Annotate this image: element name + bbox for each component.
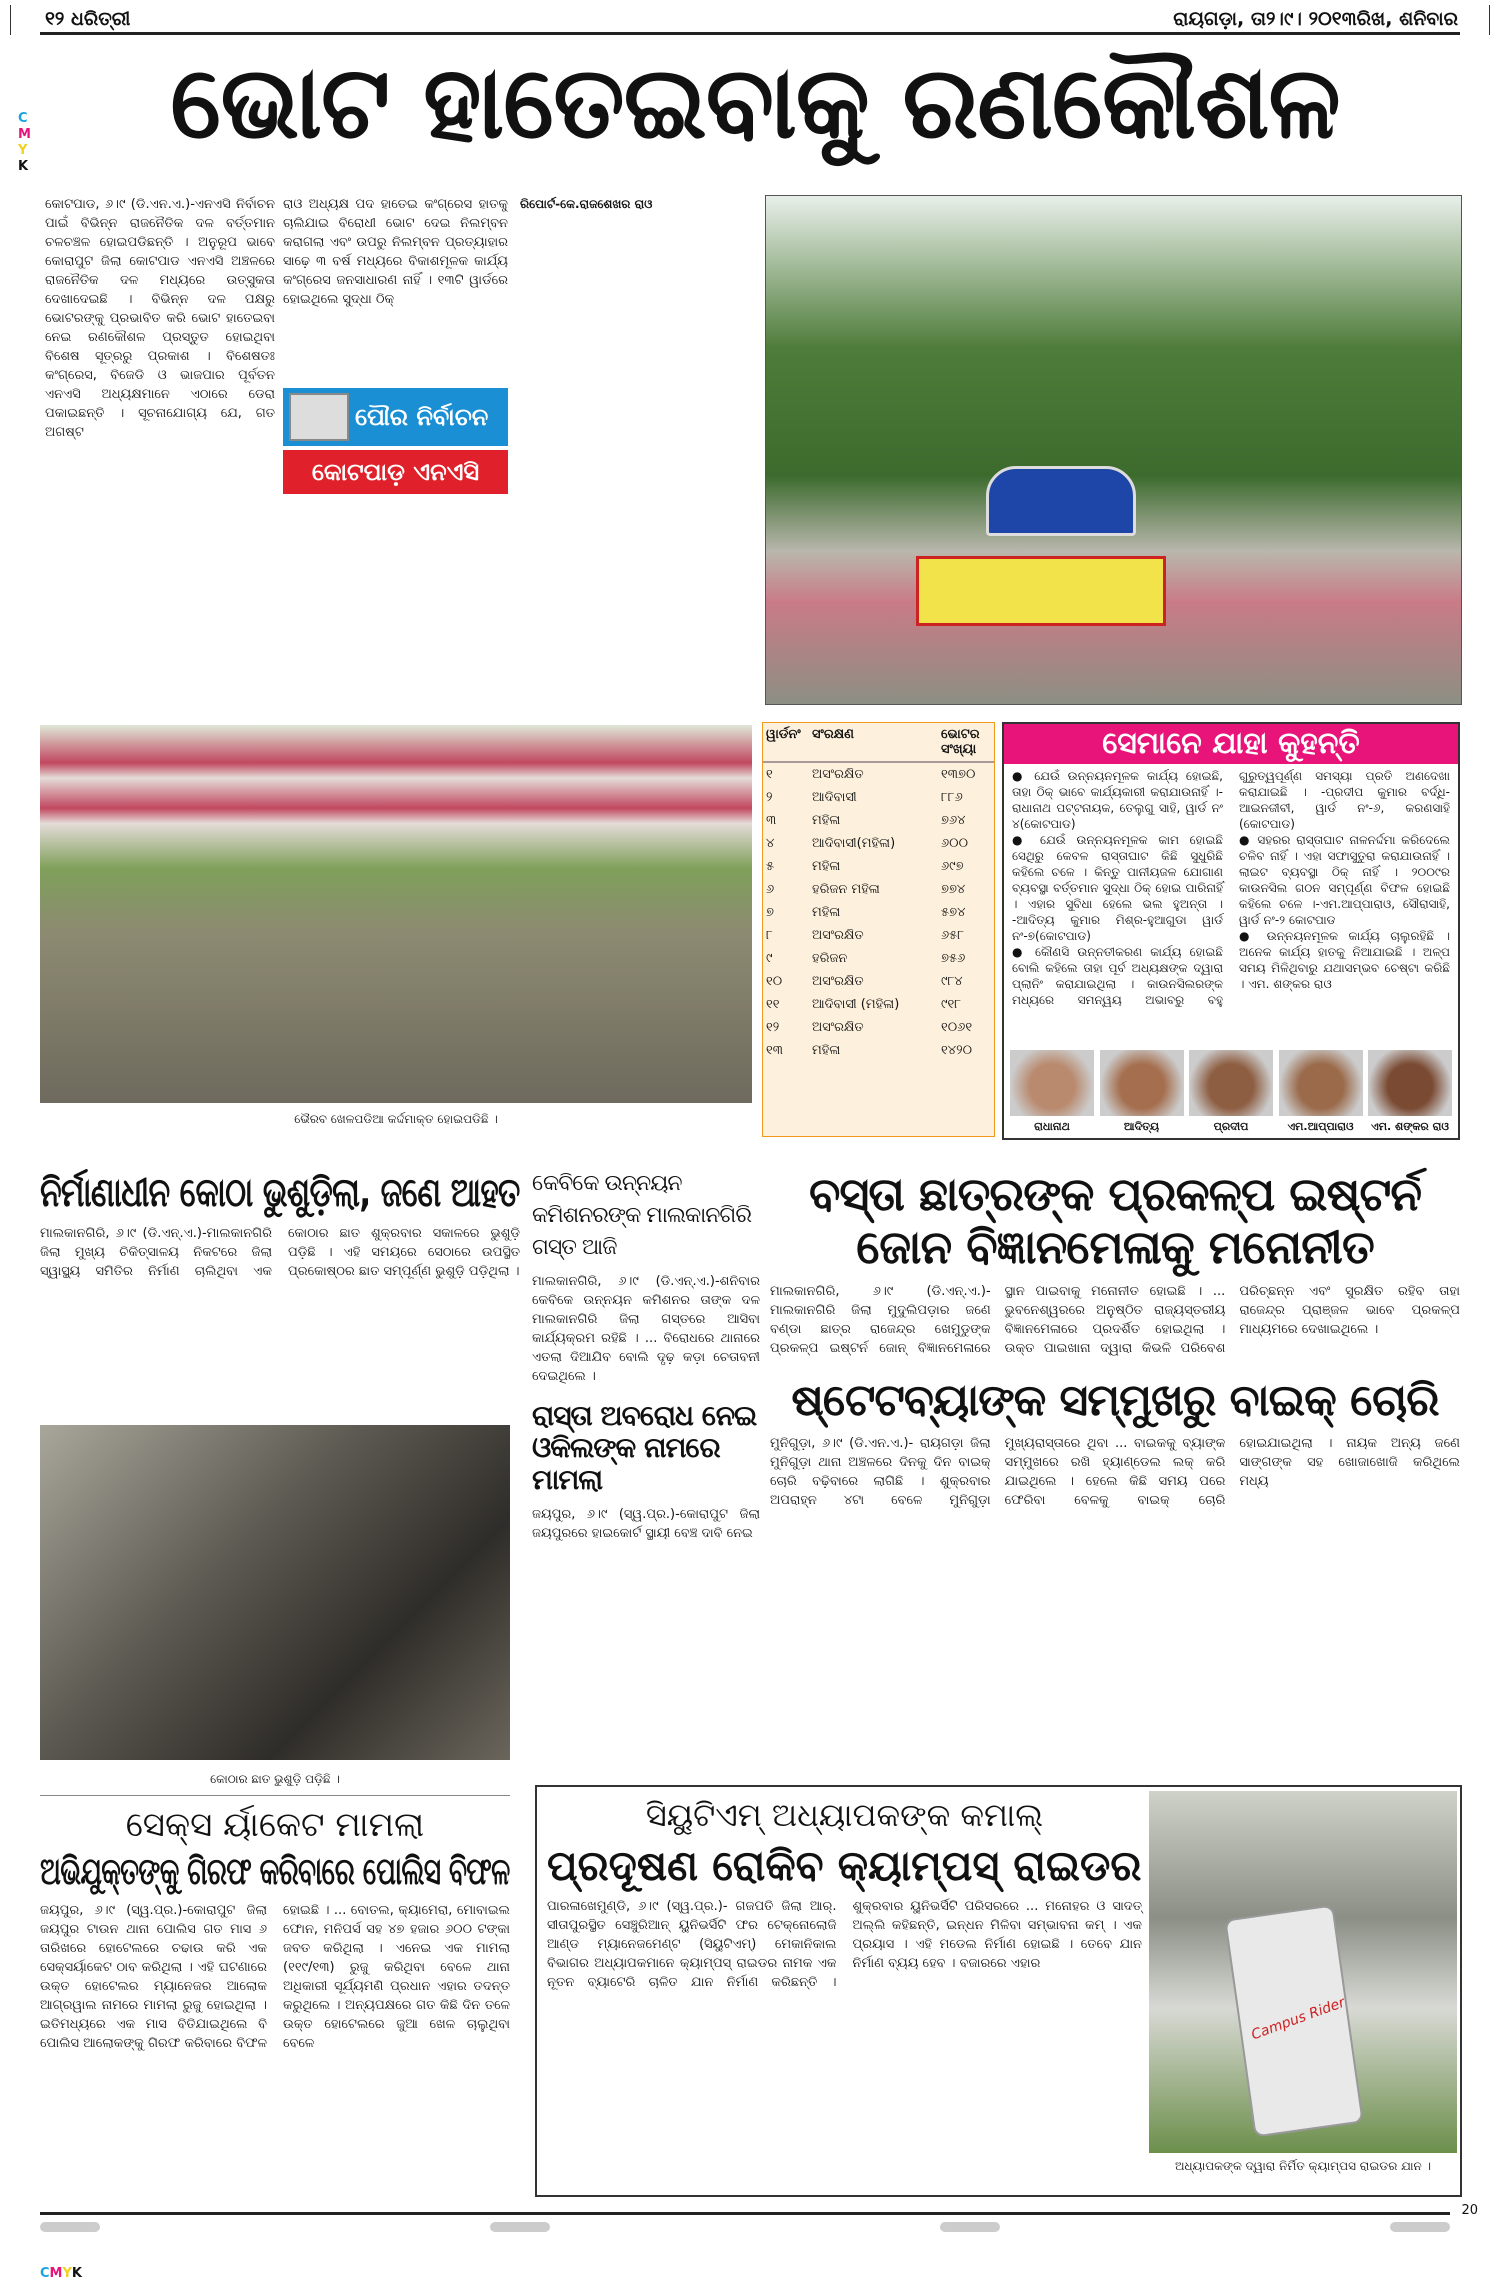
cutm-box (535, 1785, 1462, 2197)
badge-title: ପୌର ନିର୍ବାଚନ (355, 403, 489, 431)
voter-count: ୧୦୬୧ (941, 1020, 973, 1035)
collapse-caption: କୋଠାର ଛାତ ଭୁଶୁଡ଼ି ପଡ଼ିଛି । (210, 1772, 340, 1786)
reservation: ଆଦିବାସୀ (812, 790, 857, 805)
kbk-body: ମାଲକାନଗିରି, ୬।୯ (ଡି.ଏନ୍.ଏ.)-ଶନିବାର କେବିକେ ଉନ୍ନୟନ କମିଶନର ତାଙ୍କ ଦଳ ମାଲକାନଗିରି ଜିଲା ଗସ୍ତରେ ଆସିବା କାର୍ଯ୍ୟକ୍ରମ ରହିଛି । ... ବିରୋଧରେ ଥାନାରେ ଏତଲା ଦିଆଯିବ ବୋଲି ଦୃଢ଼ କଡ଼ା ଚେତାବନୀ ଦେଇଥିଲେ । (532, 1274, 760, 1384)
portrait (1279, 1050, 1363, 1134)
portrait-row (1004, 1048, 1458, 1138)
col-ward: ୱାର୍ଡନଂ (763, 723, 809, 762)
cutm-kicker (547, 1795, 1142, 1835)
cmyk-m: M (49, 2266, 63, 2281)
ward-number: ୮ (766, 928, 773, 943)
lead-headline (40, 45, 1470, 160)
portrait-photo (1279, 1050, 1363, 1116)
cmyk-marks-bottom (40, 2262, 82, 2281)
bike-body: ମୁନିଗୁଡ଼ା, ୬।୯ (ଡି.ଏନ.ଏ.)- ରାୟଗଡ଼ା ଜିଲା ମୁନିଗୁଡ଼ା ଥାନା ଅଞ୍ଚଳରେ ଦିନକୁ ଦିନ ବାଇକ୍ ଚୋରି ବଢ଼ିବାରେ ଲାଗିଛି । ଶୁକ୍ରବାର ଅପରାହ୍ନ ୪ଟା ବେଳେ ମୁନିଗୁଡ଼ା ମୁଖ୍ୟରାସ୍ତାରେ ଥିବା ... ବାଇକକୁ ବ୍ୟାଙ୍କ ସମ୍ମୁଖରେ ରଖି ହ୍ୟାଣ୍ଡେଲ ଲକ୍ କରି ଯାଇଥିଲେ । ହେଲେ କିଛି ସମୟ ପରେ ଫେରିବା ବେଳକୁ ବାଇକ୍ ଚୋରି ହୋଇଯାଇଥିଲା । ନାୟକ ଅନ୍ୟ ଜଣେ ସାଙ୍ଗଙ୍କ ସହ ଖୋଜାଖୋଜି କରିଥିଲେ ମଧ୍ୟ (770, 1436, 1460, 1509)
nac-office-photo (765, 195, 1462, 705)
portrait-name: ରାଧାନାଥ (1034, 1120, 1070, 1133)
ward-row (763, 786, 994, 809)
ward-row (763, 901, 994, 924)
color-bar (490, 2222, 550, 2232)
ward-row (763, 970, 994, 993)
campus-rider-photo (1149, 1791, 1457, 2153)
portrait (1368, 1050, 1452, 1134)
ward-row (763, 809, 994, 832)
ward-number: ୪ (766, 836, 775, 851)
quote-item: ● ସହରର ରାସ୍ତାଘାଟ ନାଳନର୍ଦ୍ଦମା କରିଦେଲେ ଚଳିବ ନାହିଁ । ଏହା ସଫାସୁତୁରା କରାଯାଉନାହିଁ । ଲାଇଟ ବ୍ୟବସ୍ଥା ଠିକ୍ ନାହିଁ । ୨୦୦୯ର କାଉନସିଲ ଗଠନ ସମ୍ପୂର୍ଣ୍ଣ ବିଫଳ ହୋଇଛି କହିଲେ ଚଳେ ।-ଏମ.ଆପ୍ପାରାଓ, ସୌରାସାହି, ୱାର୍ଡ ନଂ-୨ କୋଟପାଡ (1239, 833, 1450, 927)
voter-count: ୬୦୦ (941, 836, 968, 851)
banner (916, 556, 1166, 626)
cmyk-y: Y (18, 143, 28, 158)
portrait-photo (1010, 1050, 1094, 1116)
ward-number: ୭ (766, 905, 774, 920)
racket-headline-text: ଅଭିଯୁକ୍ତଙ୍କୁ ଗିରଫ କରିବାରେ ପୋଲିସ ବିଫଳ (40, 1848, 510, 1893)
color-bar (1390, 2222, 1450, 2232)
cmyk-k: K (18, 159, 29, 174)
footer-rule (40, 2212, 1450, 2215)
ward-number: ୧୨ (766, 1020, 780, 1035)
ward-number: ୧୧ (766, 997, 780, 1012)
cutm-article (547, 1795, 1142, 1992)
portrait-photo (1100, 1050, 1184, 1116)
ward-row (763, 947, 994, 970)
racket-kicker-text: ସେକ୍ସ ର୍ୟାକେଟ ମାମଲା (125, 1805, 425, 1845)
ward-row (763, 855, 994, 878)
quotes-title-text: ସେମାନେ ଯାହା କୁହନ୍ତି (1102, 726, 1360, 761)
voter-count: ୧୩୭୦ (941, 767, 976, 782)
cutm-caption: ଅଧ୍ୟାପକଙ୍କ ଦ୍ୱାରା ନିର୍ମିତ କ୍ୟାମ୍ପସ ରାଇଡର ଯାନ । (1174, 2159, 1432, 2173)
racket-headline (40, 1850, 510, 1894)
nac-sign (986, 466, 1136, 536)
voter-count: ୬୯୭ (941, 859, 964, 874)
reservation: ଅସଂରକ୍ଷିତ (812, 1020, 864, 1035)
lead-body-col2: ରାଓ ଅଧ୍ୟକ୍ଷ ପଦ ହାତେଇ କଂଗ୍ରେସ ହାତକୁ ଚାଲିଯାଇ ବିରୋଧୀ ଭୋଟ ଦେଇ ନିଲମ୍ବନ କରାଗଲା ଏବଂ ଉପରୁ ନିଲମ୍ବନ ପ୍ରତ୍ୟାହାର ସାଢ଼େ ୩ ବର୍ଷ ମଧ୍ୟରେ ବିକାଶମୂଳକ କାର୍ଯ୍ୟ କଂଗ୍ରେସ ଜନସାଧାରଣ ନାହିଁ । ୧୩ଟି ୱାର୍ଡରେ ହୋଇଥିଲେ ସୁଦ୍ଧା ଠିକ୍ (283, 197, 508, 307)
racket-body: ଜୟପୁର, ୬।୯ (ସ୍ୱ.ପ୍ର.)-କୋରାପୁଟ ଜିଲା ଜୟପୁର ଟାଉନ ଥାନା ପୋଲିସ ଗତ ମାସ ୬ ତାରିଖରେ ହୋଟେଲରେ ଚଢାଉ କରି ଏକ ସେକ୍ସର୍ୟାକେଟ ଠାବ କରିଥିଲା । ଏହି ଘଟଣାରେ ଉକ୍ତ ହୋଟେଲର ମ୍ୟାନେଜର ଆଲୋକ ଆଗ୍ରୱାଲ ନାମରେ ମାମଲା ରୁଜୁ ହୋଇଥିଲା । ଇତିମଧ୍ୟରେ ଏକ ମାସ ବିତିଯାଇଥିଲେ ବି ପୋଲିସ ଆଲୋକଙ୍କୁ ଗିରଫ କରିବାରେ ବିଫଳ ହୋଇଛି । ... ବୋତଲ, କ୍ୟାମେରା, ମୋବାଇଲ ଫୋନ, ମନିପର୍ସ ସହ ୪୭ ହଜାର ୬୦୦ ଟଙ୍କା ଜବତ କରିଥିଲା । ଏନେଇ ଏକ ମାମଲା (୧୧୯/୧୩) ରୁଜୁ କରିଥିବା ବେଳେ ଥାନା ଅଧିକାରୀ ସୂର୍ଯ୍ୟମଣି ପ୍ରଧାନ ଏହାର ତଦନ୍ତ କରୁଥିଲେ । ଅନ୍ୟପକ୍ଷରେ ଗତ କିଛି ଦିନ ତଳେ ଉକ୍ତ ହୋଟେଲରେ ଜୁଆ ଖେଳ ଚାଲୁଥିବା ବେଳେ (40, 1903, 510, 2052)
reservation: ମହିଳା (812, 859, 841, 874)
reservation: ଅସଂରକ୍ଷିତ (812, 974, 864, 989)
lead-byline (520, 195, 755, 214)
stadium-photo (40, 725, 752, 1103)
cmyk-c: C (18, 111, 28, 126)
stadium-caption: ଭୈରବ ଖେଳପଡିଆ କର୍ଦ୍ଦମାକ୍ତ ହୋଇପଡିଛି । (294, 1112, 498, 1126)
header-rule (40, 32, 1460, 35)
voter-count: ୭୫୬ (941, 951, 966, 966)
cmyk-y: Y (62, 2266, 72, 2281)
collapse-headline-text: ନିର୍ମାଣାଧୀନ କୋଠା ଭୁଶୁଡ଼ିଲା, ଜଣେ ଆହତ (40, 1170, 520, 1216)
col-voters: ଭୋଟର ସଂଖ୍ୟା (938, 723, 994, 762)
voter-count: ୭୭୪ (941, 882, 966, 897)
color-bar (940, 2222, 1000, 2232)
evm-icon (289, 393, 349, 441)
bike-headline (770, 1376, 1460, 1427)
page-label: ୧୨ ଧରିତ୍ରୀ (45, 8, 131, 30)
reservation: ଆଦିବାସୀ (ମହିଳା) (812, 997, 900, 1012)
reservation: ମହିଳା (812, 1043, 841, 1058)
lead-headline-text: ଭୋଟ ହାତେଇବାକୁ ରଣକୌଶଳ (170, 44, 1340, 161)
cutm-kicker-text: ସିୟୁଟିଏମ୍ ଅଧ୍ୟାପକଙ୍କ କମାଲ୍ (645, 1796, 1044, 1834)
ward-number: ୩ (766, 813, 777, 828)
portrait (1010, 1050, 1094, 1134)
portrait-name: ଏମ. ଶଙ୍କର ରାଓ (1371, 1120, 1449, 1133)
ward-number: ୧୩ (766, 1043, 783, 1058)
reservation: ମହିଳା (812, 813, 841, 828)
divider (40, 1795, 510, 1796)
portrait-name: ଆଦିତ୍ୟ (1123, 1120, 1160, 1133)
portrait-photo (1189, 1050, 1273, 1116)
voter-count: ୮୮୬ (941, 790, 963, 805)
ward-row (763, 924, 994, 947)
reservation: ଅସଂରକ୍ଷିତ (812, 767, 864, 782)
election-badge (283, 388, 508, 496)
dateline: ରାୟଗଡ଼ା, ତା୨।୯। ୨୦୧୩ରିଖ, ଶନିବାର (1173, 8, 1458, 30)
reservation: ଆଦିବାସୀ(ମହିଳା) (812, 836, 896, 851)
cutm-headline-text: ପ୍ରଦୂଷଣ ରୋକିବ କ୍ୟାମ୍ପସ୍ ରାଇଡର (547, 1841, 1142, 1890)
ward-row (763, 762, 994, 786)
cmyk-k: K (71, 2266, 82, 2281)
bike-headline-text: ଷ୍ଟେଟବ୍ୟାଙ୍କ ସମ୍ମୁଖରୁ ବାଇକ୍ ଚୋରି (791, 1374, 1439, 1426)
col-reservation: ସଂରକ୍ଷଣ (809, 723, 938, 762)
crop-mark (10, 5, 11, 35)
voter-count: ୫୭୪ (941, 905, 966, 920)
cmyk-m: M (18, 127, 31, 142)
quote-item: ● ଉନ୍ନୟନମୂଳକ କାର୍ଯ୍ୟ ଚାଲୁରହିଛି । ଅନେକ କାର୍ଯ୍ୟ ହାତକୁ ନିଆଯାଇଛି । ଅଳ୍ପ ସମୟ ମିଳିଥିବାରୁ ଯଥାସମ୍ଭବ ଚେଷ୍ଟା କରିଛି । ଏମ. ଶଙ୍କର ରାଓ (1239, 929, 1450, 991)
ward-table (762, 722, 995, 1137)
badge-subtitle (283, 450, 508, 494)
voter-count: ୯୮୪ (941, 974, 963, 989)
reservation: ମହିଳା (812, 905, 841, 920)
ward-row (763, 1039, 994, 1062)
reservation: ହରିଜନ (812, 951, 848, 966)
portrait-photo (1368, 1050, 1452, 1116)
ward-number: ୬ (766, 882, 775, 897)
portrait-name: ପ୍ରଦୀପ (1213, 1120, 1249, 1133)
ward-number: ୫ (766, 859, 775, 874)
color-bar (40, 2222, 100, 2232)
byline: ରିପୋର୍ଟ-କେ.ରାଜଶେଖର ରାଓ (520, 197, 653, 211)
quotes-box (1002, 722, 1460, 1140)
quotes-body (1004, 764, 1458, 1048)
road-block-headline: ରାସ୍ତା ଅବରୋଧ ନେଇ ଓକିଲଙ୍କ ନାମରେ ମାମଲା (532, 1399, 757, 1497)
cmyk-c: C (40, 2266, 50, 2281)
road-block-body: ଜୟପୁର, ୬।୯ (ସ୍ୱ.ପ୍ର.)-କୋରାପୁଟ ଜିଲା ଜୟପୁରରେ ହାଇକୋର୍ଟ ସ୍ଥାୟୀ ବେଞ୍ଚ ଦାବି ନେଇ (532, 1506, 760, 1541)
ward-row (763, 1016, 994, 1039)
cmyk-marks-top (18, 110, 32, 174)
collapse-body: ମାଲକାନଗିରି, ୬।୯ (ଡି.ଏନ୍.ଏ.)-ମାଲକାନଗିରି ଜିଲା ମୁଖ୍ୟ ଚିକିତ୍ସାଳୟ ନିକଟରେ ଜିଲା ସ୍ୱାସ୍ଥ୍ୟ ସମିତିର ନିର୍ମାଣ ଚାଲିଥିବା ଏକ କୋଠାର ଛାତ ଶୁକ୍ରବାର ସକାଳରେ ଭୁଶୁଡ଼ି ପଡ଼ିଛି । ଏହି ସମୟରେ ସେଠାରେ ଉପସ୍ଥିତ ପ୍ରକୋଷ୍ଠର ଛାତ ସମ୍ପୂର୍ଣ୍ଣ ଭୁଶୁଡ଼ି ପଡ଼ିଥିଲା । (40, 1226, 520, 1279)
kbk-headline: କେବିକେ ଉନ୍ନୟନ କମିଶନରଙ୍କ ମାଲକାନଗିରି ଗସ୍ତ ଆଜି (532, 1171, 751, 1260)
quote-item: ● କୌଣସି ଉନ୍ନତୀକରଣ କାର୍ଯ୍ୟ ହୋଇଛି ବୋଲି କହିଲେ ତାହା ପୂର୍ବ ଅଧ୍ୟକ୍ଷଙ୍କ ଦ୍ୱାରା ପ୍ଲାନିଂ କରାଯାଇଥିଲା । କାଉନସିଲରଙ୍କ ମଧ୍ୟରେ ସମନ୍ୱୟ ଅଭାବରୁ ବହୁ ଗୁରୁତ୍ୱପୂର୍ଣ୍ଣ ସମସ୍ୟା ପ୍ରତି ଅଣଦେଖା କରାଯାଇଛି । -ପ୍ରଦୀପ କୁମାର ବର୍ଦ୍ଧି-ଆଇନଜୀବୀ, ୱାର୍ଡ ନଂ-୬, କରଣସାହି (କୋଟପାଡ) (1012, 769, 1450, 1007)
voter-count: ୧୪୨୦ (941, 1043, 972, 1058)
ward-row (763, 832, 994, 855)
portrait (1189, 1050, 1273, 1134)
collapse-photo (40, 1425, 510, 1760)
voter-count: ୯୧୮ (941, 997, 962, 1012)
ward-number: ୧ (766, 767, 773, 782)
science-headline: ବସ୍ତା ଛାତ୍ରଙ୍କ ପ୍ରକଳ୍ପ ଇଷ୍ଟର୍ନ ଜୋନ ବିଜ୍ଞାନମେଳାକୁ ମନୋନୀତ (808, 1167, 1422, 1274)
ward-row (763, 993, 994, 1016)
quote-item: ● ଯେଉଁ ଉନ୍ନୟନମୂଳକ କାମ ହୋଇଛି ସେଥିରୁ କେବଳ ରାସ୍ତାଘାଟ କିଛି ସୁଧୁରିଛି କହିଲେ ଚଳେ । କିନ୍ତୁ ପାନୀୟଜଳ ଯୋଗାଣ ବ୍ୟବସ୍ଥା ବର୍ତ୍ତମାନ ସୁଦ୍ଧା ଠିକ୍ ହୋଇ ପାରିନାହିଁ । ଏହାର ସୁବିଧା ହେଲେ ଭଲ ହୁଅନ୍ତା । -ଆଦିତ୍ୟ କୁମାର ମିଶ୍ର-ହୁଆଗୁଡା ୱାର୍ଡ ନଂ-୭(କୋଟପାଡ) (1012, 833, 1223, 943)
page-number: 20 (1461, 2203, 1478, 2218)
science-body: ମାଲକାନଗିରି, ୬।୯ (ଡି.ଏନ୍.ଏ.)- ମାଲକାନଗିରି ଜିଲା ମୁଦୁଲିପଡ଼ାର ଜଣେ ବଣ୍ଡା ଛାତ୍ର ରାଜେନ୍ଦ୍ର ଖେମୁଡୁଙ୍କ ପ୍ରକଳ୍ପ ଇଷ୍ଟର୍ନ ଜୋନ୍ ବିଜ୍ଞାନମେଳାରେ ସ୍ଥାନ ପାଇବାକୁ ମନୋନୀତ ହୋଇଛି । ... ଭୁବନେଶ୍ୱରରେ ଅନୁଷ୍ଠିତ ରାଜ୍ୟସ୍ତରୀୟ ବିଜ୍ଞାନମେଳାରେ ପ୍ରଦର୍ଶିତ ହୋଇଥିଲା । ଉକ୍ତ ପାଇଖାନା ଦ୍ୱାରା କିଭଳି ପରିବେଶ ପରିଚ୍ଛନ୍ନ ଏବଂ ସୁରକ୍ଷିତ ରହିବ ତାହା ରାଜେନ୍ଦ୍ର ପ୍ରାଞ୍ଜଳ ଭାବେ ପ୍ରକଳ୍ପ ମାଧ୍ୟମରେ ଦେଖାଇଥିଲେ । (770, 1283, 1460, 1356)
ward-number: ୯ (766, 951, 773, 966)
kbk-column (532, 1168, 760, 1543)
racket-kicker (40, 1805, 510, 1846)
vehicle-logo-text: Campus Rider (1249, 1994, 1348, 2044)
quotes-title (1004, 724, 1458, 764)
cutm-body: ପାରଳାଖେମୁଣ୍ଡି, ୬।୯ (ସ୍ୱ.ପ୍ର.)- ଗଜପତି ଜିଲା ଆର୍. ସୀତାପୁରସ୍ଥିତ ସେଞ୍ଚୁରିଆନ୍ ୟୁନିଭର୍ସିଟି ଫର ଟେକ୍ନୋଲୋଜି ଆଣ୍ଡ ମ୍ୟାନେଜମେଣ୍ଟ (ସିୟୁଟିଏମ୍) ମେକାନିକାଲ ବିଭାଗର ଅଧ୍ୟାପକମାନେ କ୍ୟାମ୍ପସ୍ ରାଇଡର ନାମକ ଏକ ନୂତନ ବ୍ୟାଟେରି ଚାଳିତ ଯାନ ନିର୍ମାଣ କରିଛନ୍ତି । ଶୁକ୍ରବାର ୟୁନିଭର୍ସିଟି ପରିସରରେ ... ମନୋହର ଓ ସାଦତ୍ ଅଲ୍ଲି କହିଛନ୍ତି, ଇନ୍ଧନ ମିଳିବା ସମ୍ଭାବନା କମ୍ । ଏକ ପ୍ରୟାସ । ଏହି ମଡେଲ ନିର୍ମାଣ ହୋଇଛି । ତେବେ ଯାନ ନିର୍ମାଣ ବ୍ୟୟ ହେବ । ବଜାରରେ ଏହାର (547, 1899, 1142, 1991)
collapse-headline (40, 1170, 520, 1216)
ward-row (763, 878, 994, 901)
voter-count: ୭୬୪ (941, 813, 966, 828)
racket-article (40, 1805, 510, 2053)
ward-number: ୧୦ (766, 974, 783, 989)
crop-mark (1489, 5, 1490, 35)
portrait-name: ଏମ.ଆପ୍ପାରାଓ (1287, 1120, 1354, 1133)
cutm-headline (547, 1841, 1142, 1891)
collapse-article (40, 1170, 520, 1418)
portrait (1100, 1050, 1184, 1134)
badge-subtitle-text: କୋଟପାଡ଼ ଏନଏସି (311, 458, 480, 486)
reservation: ଅସଂରକ୍ଷିତ (812, 928, 864, 943)
quote-item: ● ଯେଉଁ ଉନ୍ନୟନମୂଳକ କାର୍ଯ୍ୟ ହୋଇଛି, ତାହା ଠିକ୍ ଭାବେ କାର୍ଯ୍ୟକାରୀ କରାଯାଉନାହିଁ ।-ରାଧାନାଥ ପଟ୍ଟନାୟକ, ତେଲୁଗୁ ସାହି, ୱାର୍ଡ ନଂ ୪(କୋଟପାଡ) (1012, 769, 1223, 831)
ward-number: ୨ (766, 790, 773, 805)
voter-count: ୬୫୮ (941, 928, 965, 943)
right-column (770, 1168, 1460, 1510)
reservation: ହରିଜନ ମହିଳା (812, 882, 880, 897)
lead-body-col1: କୋଟପାଡ, ୬।୯ (ଡି.ଏନ.ଏ.)-ଏନଏସି ନିର୍ବାଚନ ପାଇଁ ବିଭିନ୍ନ ରାଜନୈତିକ ଦଳ ବର୍ତ୍ତମାନ ଚଳଚଞ୍ଚଳ ହୋଇପଡିଛନ୍ତି । ଅନୁରୂପ ଭାବେ କୋରାପୁଟ ଜିଲା କୋଟପାଡ ଏନଏସି ଅଞ୍ଚଳରେ ରାଜନୈତିକ ଦଳ ମଧ୍ୟରେ ଉତ୍ସୁକତା ଦେଖାଦେଇଛି । ବିଭିନ୍ନ ଦଳ ପକ୍ଷରୁ ଭୋଟରଙ୍କୁ ପ୍ରଭାବିତ କରି ଭୋଟ ହାତେଇବା ନେଇ ରଣକୌଶଳ ପ୍ରସ୍ତୁତ ହୋଇଥିବା ବିଶେଷ ସୂତ୍ରରୁ ପ୍ରକାଶ । ବିଶେଷତଃ କଂଗ୍ରେସ, ବିଜେଡି ଓ ଭାଜପାର ପୂର୍ବତନ ଏନଏସି ଅଧ୍ୟକ୍ଷମାନେ ଏଠାରେ ଡେରା ପକାଇଛନ୍ତି । ସୂଚନାଯୋଗ୍ୟ ଯେ, ଗତ ଅଗଷ୍ଟ (45, 197, 275, 440)
